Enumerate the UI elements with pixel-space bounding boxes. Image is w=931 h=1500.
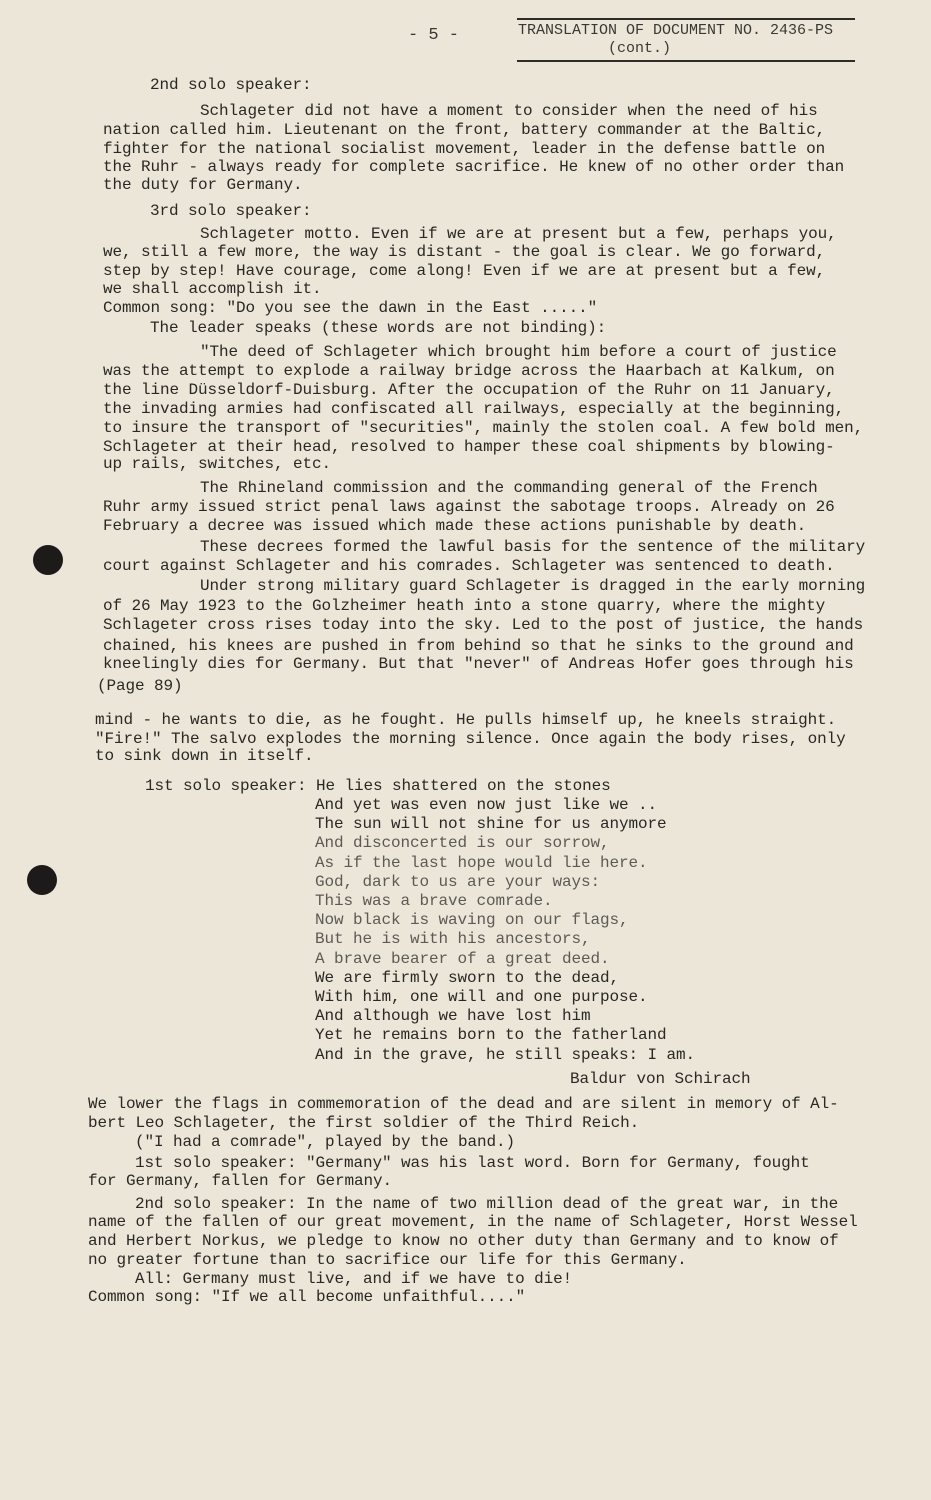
poem-line: 1st solo speaker: He lies shattered on the stones [145,777,611,795]
text-line: Schlageter did not have a moment to consider when the need of his [200,102,818,120]
text-line: kneelingly dies for Germany. But that "never" of Andreas Hofer goes through his [103,655,854,673]
text-line: 3rd solo speaker: [150,202,312,220]
text-line: ("I had a comrade", played by the band.) [135,1133,516,1151]
punch-hole [27,865,57,895]
poem-line: And disconcerted is our sorrow, [315,834,610,853]
poem-line: The sun will not shine for us anymore [315,815,667,834]
text-line: The Rhineland commission and the commanding general of the French [200,479,818,497]
text-line: Schlageter at their head, resolved to hamper these coal shipments by blowing- [103,438,835,456]
text-line: The leader speaks (these words are not binding): [150,319,607,337]
text-line: nation called him. Lieutenant on the front, battery commander at the Baltic, [103,121,826,139]
poem-line: And in the grave, he still speaks: I am. [315,1045,696,1064]
poem-line: And although we have lost him [315,1007,591,1026]
poem-line: But he is with his ancestors, [315,930,591,949]
text-line: the line Düsseldorf-Duisburg. After the occupation of the Ruhr on 11 January, [103,381,835,399]
text-line: no greater fortune than to sacrifice our life for this Germany. [88,1251,687,1269]
text-line: Common song: "If we all become unfaithful...." [88,1288,526,1306]
text-line: was the attempt to explode a railway bridge across the Haarbach at Kalkum, on [103,362,835,380]
text-line: Ruhr army issued strict penal laws against the sabotage troops. Already on 26 [103,498,835,516]
text-line: fighter for the national socialist movement, leader in the defense battle on [103,140,826,158]
text-line: Common song: "Do you see the dawn in the East ....." [103,299,598,317]
poem-line: Yet he remains born to the fatherland [315,1026,667,1045]
text-line: Under strong military guard Schlageter is dragged in the early morning [200,577,866,595]
text-line: February a decree was issued which made these actions punishable by death. [103,517,807,535]
header-rule-top [517,18,855,20]
text-line: and Herbert Norkus, we pledge to know no other duty than Germany and to know of [88,1232,839,1250]
text-line: for Germany, fallen for Germany. [88,1172,393,1190]
text-line: bert Leo Schlageter, the first soldier of the Third Reich. [88,1114,640,1132]
text-line: the Ruhr - always ready for complete sacrifice. He knew of no other order than [103,158,845,176]
header-rule-bottom [517,60,855,62]
text-line: 2nd solo speaker: [150,76,312,94]
text-line: mind - he wants to die, as he fought. He pulls himself up, he kneels straight. [95,711,837,729]
text-line: (Page 89) [97,677,183,695]
text-line: 1st solo speaker: "Germany" was his last word. Born for Germany, fought [135,1154,810,1172]
text-line: We lower the flags in commemoration of the dead and are silent in memory of Al- [88,1095,839,1113]
text-line: These decrees formed the lawful basis for the sentence of the military [200,538,866,556]
poem-line: This was a brave comrade. [315,892,553,910]
text-line: to sink down in itself. [95,747,314,765]
text-line: 2nd solo speaker: In the name of two million dead of the great war, in the [135,1195,839,1213]
poem-line: We are firmly sworn to the dead, [315,968,620,987]
text-line: "The deed of Schlageter which brought him before a court of justice [200,343,837,361]
text-line: we shall accomplish it. [103,280,322,298]
poem-line: A brave bearer of a great deed. [315,949,610,968]
poem-author: Baldur von Schirach [570,1070,751,1088]
text-line: the duty for Germany. [103,176,303,194]
text-line: court against Schlageter and his comrades. Schlageter was sentenced to death. [103,557,835,575]
text-line: the invading armies had confiscated all railways, especially at the beginning, [103,400,845,418]
text-line: to insure the transport of "securities", mainly the stolen coal. A few bold men, [103,419,864,437]
poem-line: God, dark to us are your ways: [315,872,601,891]
text-line: step by step! Have courage, come along! Even if we are at present but a few, [103,262,826,280]
poem-line: With him, one will and one purpose. [315,988,648,1006]
text-line: Schlageter motto. Even if we are at present but a few, perhaps you, [200,225,837,243]
document-title: TRANSLATION OF DOCUMENT NO. 2436-PS [518,22,834,39]
page-number: - 5 - [408,26,460,45]
document-cont: (cont.) [608,40,672,57]
text-line: Schlageter cross rises today into the sky. Led to the post of justice, the hands [103,616,864,634]
text-line: up rails, switches, etc. [103,455,332,473]
text-line: name of the fallen of our great movement, in the name of Schlageter, Horst Wessel [88,1213,858,1231]
text-line: of 26 May 1923 to the Golzheimer heath into a stone quarry, where the mighty [103,597,826,615]
text-line: All: Germany must live, and if we have to die! [135,1270,573,1288]
poem-line: Now black is waving on our flags, [315,911,629,930]
poem-line: As if the last hope would lie here. [315,853,648,872]
text-line: we, still a few more, the way is distant - the goal is clear. We go forward, [103,243,826,261]
text-line: "Fire!" The salvo explodes the morning silence. Once again the body rises, only [95,730,846,748]
punch-hole [33,545,63,575]
poem-line: And yet was even now just like we .. [315,796,658,814]
text-line: chained, his knees are pushed in from behind so that he sinks to the ground and [103,637,854,655]
